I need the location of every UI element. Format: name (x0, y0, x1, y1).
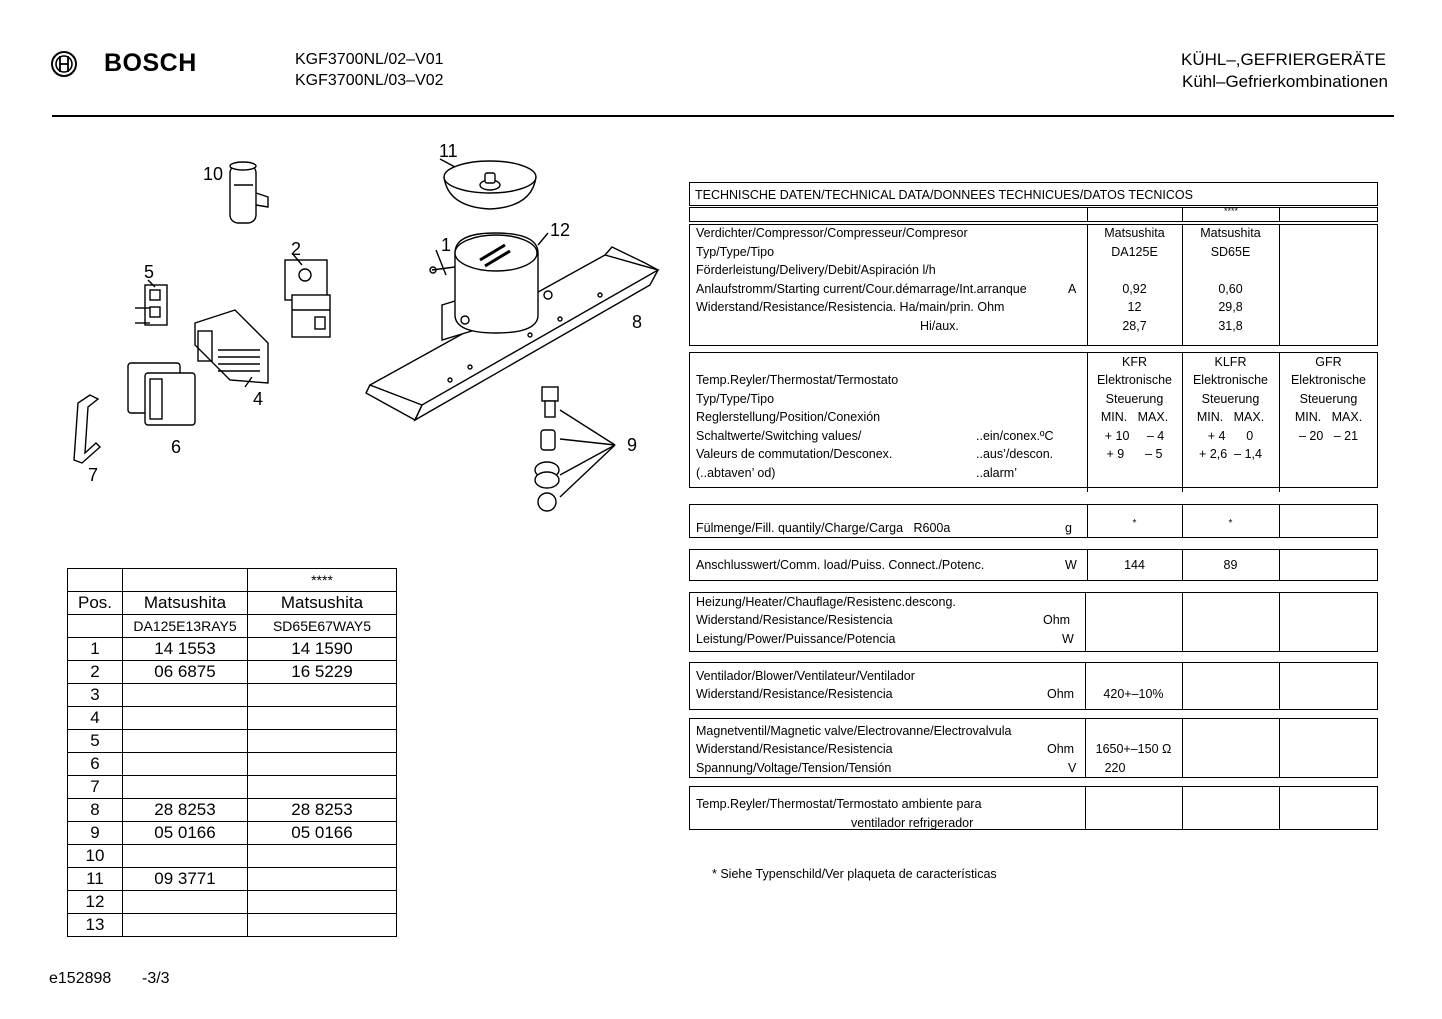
model-number-2: KGF3700NL/03–V02 (295, 72, 444, 89)
model-number-1: KGF3700NL/02–V01 (295, 51, 444, 68)
stars-cell: **** (248, 569, 397, 592)
col2-header: Matsushita (248, 592, 397, 615)
mounting-kit-part (535, 387, 615, 511)
label-1: 1 (441, 235, 452, 255)
table-row: 12 (68, 891, 397, 914)
table-row: 3 (68, 684, 397, 707)
label-4: 4 (253, 389, 264, 409)
label-11: 11 (439, 141, 458, 161)
label-6: 6 (171, 437, 182, 457)
table-row (68, 592, 397, 615)
parts-diagram (60, 135, 680, 525)
table-row: 7 (68, 776, 397, 799)
table-row: 6 (68, 753, 397, 776)
label-7: 7 (88, 465, 99, 485)
tech-title: TECHNISCHE DATEN/TECHNICAL DATA/DONNEES TECHNICUES/DATOS TECNICOS (695, 188, 1193, 202)
table-row (68, 615, 397, 638)
table-row: 13 (68, 914, 397, 937)
control-module-part (195, 310, 268, 383)
document-id: e152898 (49, 970, 112, 987)
col1-model: DA125E13RAY5 (123, 615, 248, 638)
label-10: 10 (203, 164, 224, 184)
table-row: 4 (68, 707, 397, 730)
relay-part (285, 260, 330, 337)
label-8: 8 (632, 312, 643, 332)
col2-model: SD65E67WAY5 (248, 615, 397, 638)
drip-tray-part (444, 161, 536, 209)
pos-header: Pos. (68, 592, 123, 615)
thermostat-housing-part (128, 363, 195, 425)
table-row: 9 05 0166 05 0166 (68, 822, 397, 845)
table-row: 5 (68, 730, 397, 753)
footnote: * Siehe Typenschild/Ver plaqueta de características (712, 867, 997, 881)
bosch-logo-icon (50, 50, 78, 78)
header-divider (52, 115, 1394, 117)
label-2: 2 (291, 239, 302, 259)
table-row: 2 06 6875 16 5229 (68, 661, 397, 684)
table-row: 1 14 1553 14 1590 (68, 638, 397, 661)
col1-header: Matsushita (123, 592, 248, 615)
terminal-block-part (135, 285, 167, 325)
table-row: 10 (68, 845, 397, 868)
label-5: 5 (144, 262, 155, 282)
category-title: KÜHL–,GEFRIERGERÄTE (1181, 50, 1386, 69)
capacitor-part (230, 162, 268, 223)
parts-table (67, 568, 397, 937)
page-number: -3/3 (142, 970, 170, 987)
label-12: 12 (550, 220, 571, 240)
table-row: 8 28 8253 28 8253 (68, 799, 397, 822)
table-row (68, 569, 397, 592)
table-row: 11 09 3771 (68, 868, 397, 891)
category-subtitle: Kühl–Gefrierkombinationen (1181, 72, 1388, 91)
label-9: 9 (627, 435, 638, 455)
brand-name: BOSCH (104, 49, 197, 77)
clip-part (74, 395, 100, 463)
stars-header: **** (1223, 206, 1238, 216)
